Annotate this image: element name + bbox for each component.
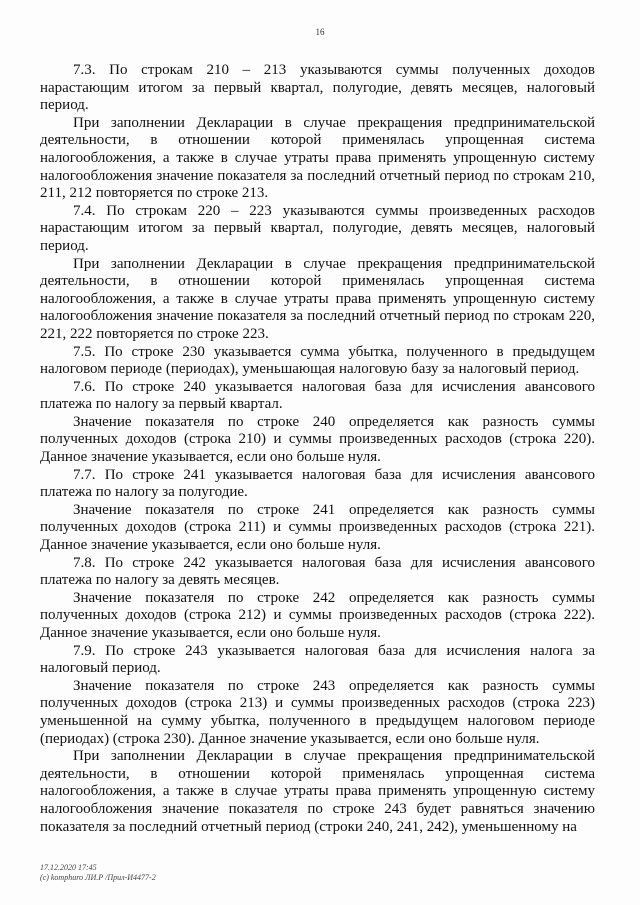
paragraph: 7.8. По строке 242 указывается налоговая база для исчисления авансового платежа по налогу за девять месяцев. xyxy=(40,554,595,589)
footer-source: (c) komphuro ЛИ.Р /Прил-И4477-2 xyxy=(40,873,156,882)
paragraph: При заполнении Декларации в случае прекращения предпринимательской деятельности, в отношении которой применялась упрощенная система налогообложения, а также в случае утраты права применять упрощенную систему налогообложения значение показателя за последний отчетный период по строкам 220, 221, 222 повторяется по строке 223. xyxy=(40,255,595,342)
paragraph: При заполнении Декларации в случае прекращения предпринимательской деятельности, в отношении которой применялась упрощенная система налогообложения, а также в случае утраты права применять упрощенную систему налогообложения значение показателя по строке 243 будет равняться значению показателя за последний отчетный период (строки 240, 241, 242), уменьшенному на xyxy=(40,748,595,835)
paragraph: 7.6. По строке 240 указывается налоговая база для исчисления авансового платежа по налогу за первый квартал. xyxy=(40,378,595,413)
paragraph: Значение показателя по строке 243 определяется как разность суммы полученных доходов (строка 213) и суммы произведенных расходов (строка 223) уменьшенной на сумму убытка, полученного в предыдущем налоговом периоде (периодах) (строка 230). Данное значение указывается, если оно больше нуля. xyxy=(40,677,595,747)
paragraph: При заполнении Декларации в случае прекращения предпринимательской деятельности, в отношении которой применялась упрощенная система налогообложения, а также в случае утраты права применять упрощенную систему налогообложения значение показателя за последний отчетный период по строкам 210, 211, 212 повторяется по строке 213. xyxy=(40,114,595,202)
page-number: 16 xyxy=(315,27,325,37)
paragraph: Значение показателя по строке 241 определяется как разность суммы полученных доходов (строка 211) и суммы произведенных расходов (строка 221). Данное значение указывается, если оно больше нуля. xyxy=(40,501,595,554)
paragraph: 7.3. По строкам 210 – 213 указываются суммы полученных доходов нарастающим итогом за первый квартал, полугодие, девять месяцев, налоговый период. xyxy=(40,62,595,114)
paragraph: 7.9. По строке 243 указывается налоговая база для исчисления налога за налоговый период. xyxy=(40,642,595,677)
paragraph: Значение показателя по строке 240 определяется как разность суммы полученных доходов (строка 210) и суммы произведенных расходов (строка 220). Данное значение указывается, если оно больше нуля. xyxy=(40,413,595,466)
page-footer xyxy=(40,863,156,883)
paragraph: 7.5. По строке 230 указывается сумма убытка, полученного в предыдущем налоговом периоде (периодах), уменьшающая налоговую базу за налоговый период. xyxy=(40,343,595,378)
document-body xyxy=(40,62,595,836)
paragraph: 7.7. По строке 241 указывается налоговая база для исчисления авансового платежа по налогу за полугодие. xyxy=(40,466,595,501)
paragraph: 7.4. По строкам 220 – 223 указываются суммы произведенных расходов нарастающим итогом за первый квартал, полугодие, девять месяцев, налоговый период. xyxy=(40,202,595,254)
footer-date: 17.12.2020 17:45 xyxy=(40,863,97,872)
paragraph: Значение показателя по строке 242 определяется как разность суммы полученных доходов (строка 212) и суммы произведенных расходов (строка 222). Данное значение указывается, если оно больше нуля. xyxy=(40,589,595,641)
